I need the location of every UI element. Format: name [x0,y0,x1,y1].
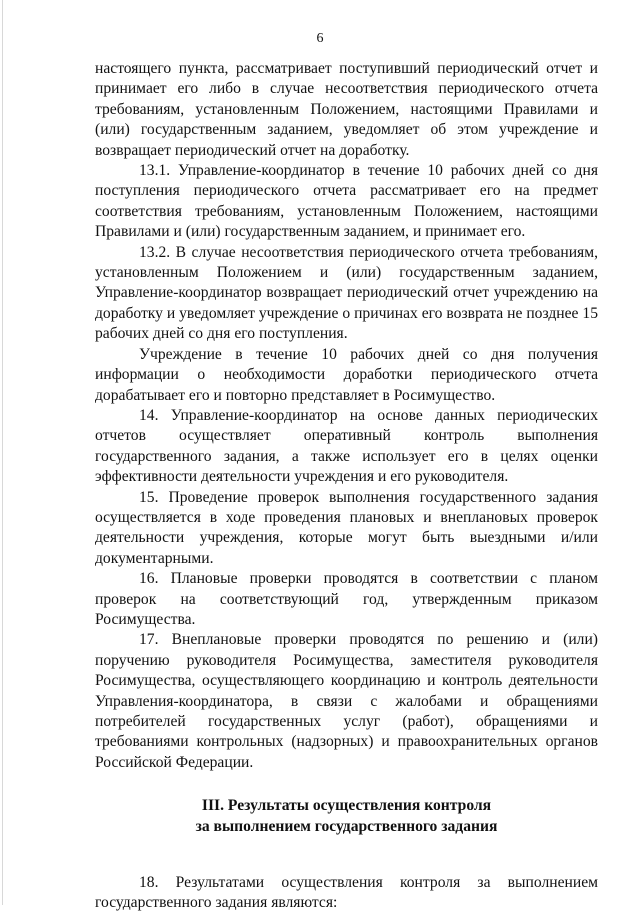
paragraph-15: 15. Проведение проверок выполнения государственного задания осуществляется в ходе проведения плановых и внеплановых проверок деятельности учреждения, которые могут быть выездными и/или документарными. [95,488,598,567]
paragraph-18: 18. Результатами осуществления контроля за выполнением государственного задания являются: [95,874,598,912]
paragraph-16: 16. Плановые проверки проводятся в соответствии с планом проверок на соответствующий год, утвержденным приказом Росимущества. [95,570,598,628]
section-heading [95,796,598,837]
paragraph-continuation: настоящего пункта, рассматривает поступивший периодический отчет и принимает его либо в случае несоответствия периодического отчета требованиям, установленным Положением, настоящими Правилами и (или) государственным заданием, уведомляет об этом учреждение и возвращает периодический отчет на доработку. [95,60,598,159]
paragraph-14: 14. Управление-координатор на основе данных периодических отчетов осуществляет оперативный контроль выполнения государственного задания, а также использует его в целях оценки эффективности деятельности учреждения и его руководителя. [95,406,598,486]
page-number: 6 [316,31,324,46]
paragraph-rework: Учреждение в течение 10 рабочих дней со дня получения информации о необходимости доработки периодического отчета дорабатывает его и повторно представляет в Росимущество. [95,345,598,404]
section-heading-line-2: за выполнением государственного задания [195,817,498,835]
paragraph-13-1: 13.1. Управление-координатор в течение 10 рабочих дней со дня поступления периодического отчета рассматривает его на предмет соответствия требованиям, установленным Положением, настоящими Правилами и (или) государственным заданием, и принимает его. [95,162,598,241]
document-body [95,59,598,914]
section-heading-line-1: III. Результаты осуществления контроля [201,797,492,815]
paragraph-17: 17. Внеплановые проверки проводятся по решению и (или) поручению руководителя Росимущества, заместителя руководителя Росимущества, осуществляющего координацию и контроль деятельности Управления-координатора, в связи с жалобами и обращениями потребителей государственных услуг (работ), обращениями и требованиями контрольных (надзорных) и правоохранительных органов Российской Федерации. [95,631,598,771]
scan-edge-line [2,0,3,905]
paragraph-13-2: 13.2. В случае несоответствия периодического отчета требованиям, установленным Положением и (или) государственным заданием, Управление-координатор возвращает периодический отчет учреждению на доработку и уведомляет учреждение о причинах его возврата не позднее 15 рабочих дней со дня его поступления. [95,243,598,343]
